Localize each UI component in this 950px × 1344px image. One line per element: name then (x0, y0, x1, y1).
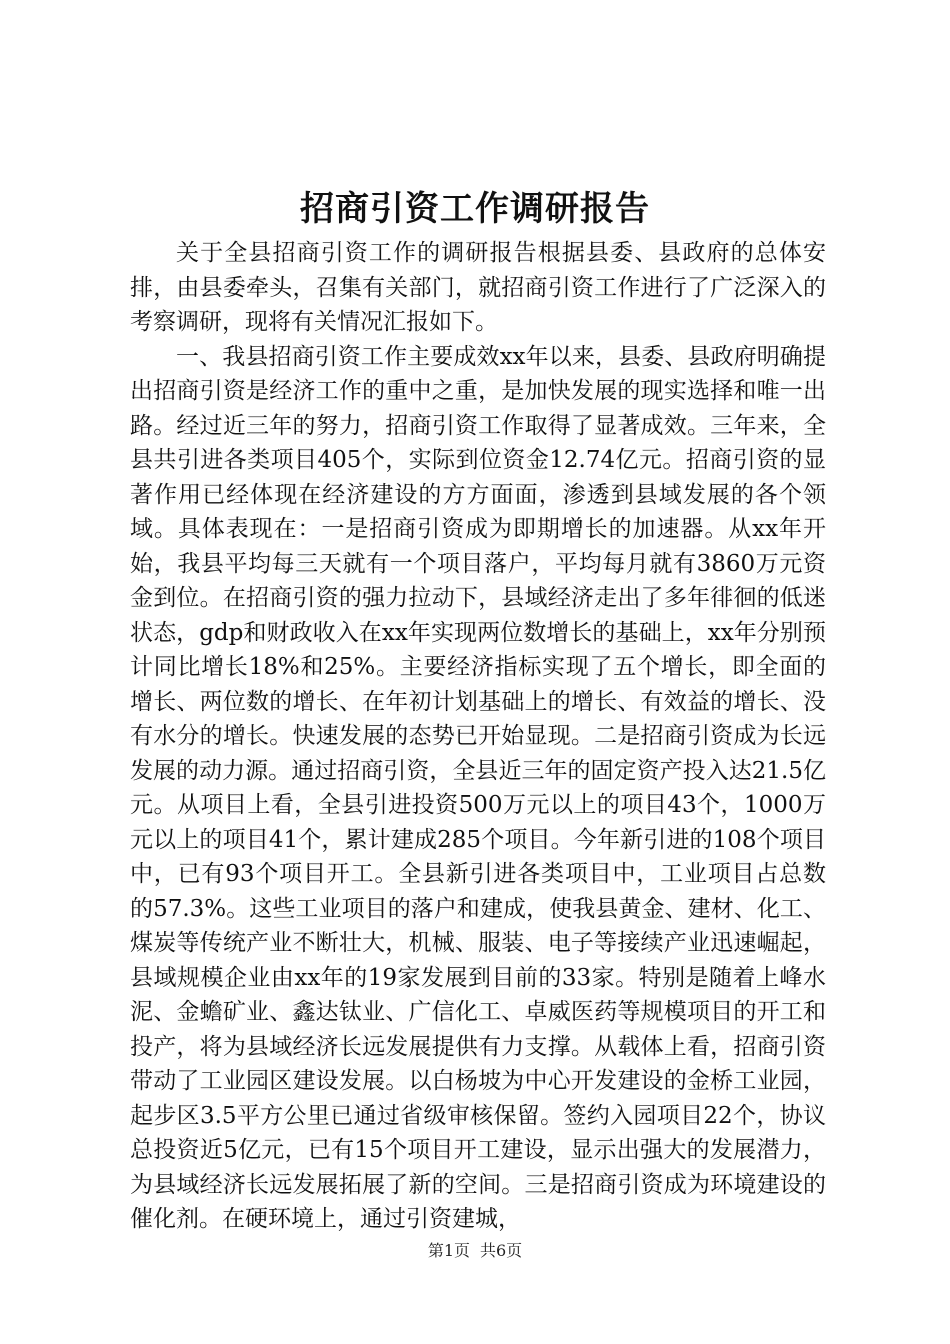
page-total: 共6页 (480, 1241, 523, 1260)
page-number: 第1页 (427, 1241, 470, 1260)
document-body (130, 236, 826, 1237)
paragraph-achievements: 一、我县招商引资工作主要成效xx年以来，县委、县政府明确提出招商引资是经济工作的重中之重，是加快发展的现实选择和唯一出路。经过近三年的努力，招商引资工作取得了显著成效。三年来，全县共引进各类项目405个，实际到位资金12.74亿元。招商引资的显著作用已经体现在经济建设的方方面面，渗透到县域发展的各个领域。具体表现在：一是招商引资成为即期增长的加速器。从xx年开始，我县平均每三天就有一个项目落户，平均每月就有3860万元资金到位。在招商引资的强力拉动下，县域经济走出了多年徘徊的低迷状态，gdp和财政收入在xx年实现两位数增长的基础上，xx年分别预计同比增长18%和25%。主要经济指标实现了五个增长，即全面的增长、两位数的增长、在年初计划基础上的增长、有效益的增长、没有水分的增长。快速发展的态势已开始显现。二是招商引资成为长远发展的动力源。通过招商引资，全县近三年的固定资产投入达21.5亿元。从项目上看，全县引进投资500万元以上的项目43个，1000万元以上的项目41个，累计建成285个项目。今年新引进的108个项目中，已有93个项目开工。全县新引进各类项目中，工业项目占总数的57.3%。这些工业项目的落户和建成，使我县黄金、建材、化工、煤炭等传统产业不断壮大，机械、服装、电子等接续产业迅速崛起，县域规模企业由xx年的19家发展到目前的33家。特别是随着上峰水泥、金蟾矿业、鑫达钛业、广信化工、卓威医药等规模项目的开工和投产，将为县域经济长远发展提供有力支撑。从载体上看，招商引资带动了工业园区建设发展。以白杨坡为中心开发建设的金桥工业园，起步区3.5平方公里已通过省级审核保留。签约入园项目22个，协议总投资近5亿元，已有15个项目开工建设，显示出强大的发展潜力，为县域经济长远发展拓展了新的空间。三是招商引资成为环境建设的催化剂。在硬环境上，通过引资建城， (130, 343, 826, 1232)
paragraph-intro: 关于全县招商引资工作的调研报告根据县委、县政府的总体安排，由县委牵头，召集有关部门，就招商引资工作进行了广泛深入的考察调研，现将有关情况汇报如下。 (130, 240, 826, 335)
page-footer (0, 1240, 950, 1262)
document-title: 招商引资工作调研报告 (300, 189, 650, 229)
